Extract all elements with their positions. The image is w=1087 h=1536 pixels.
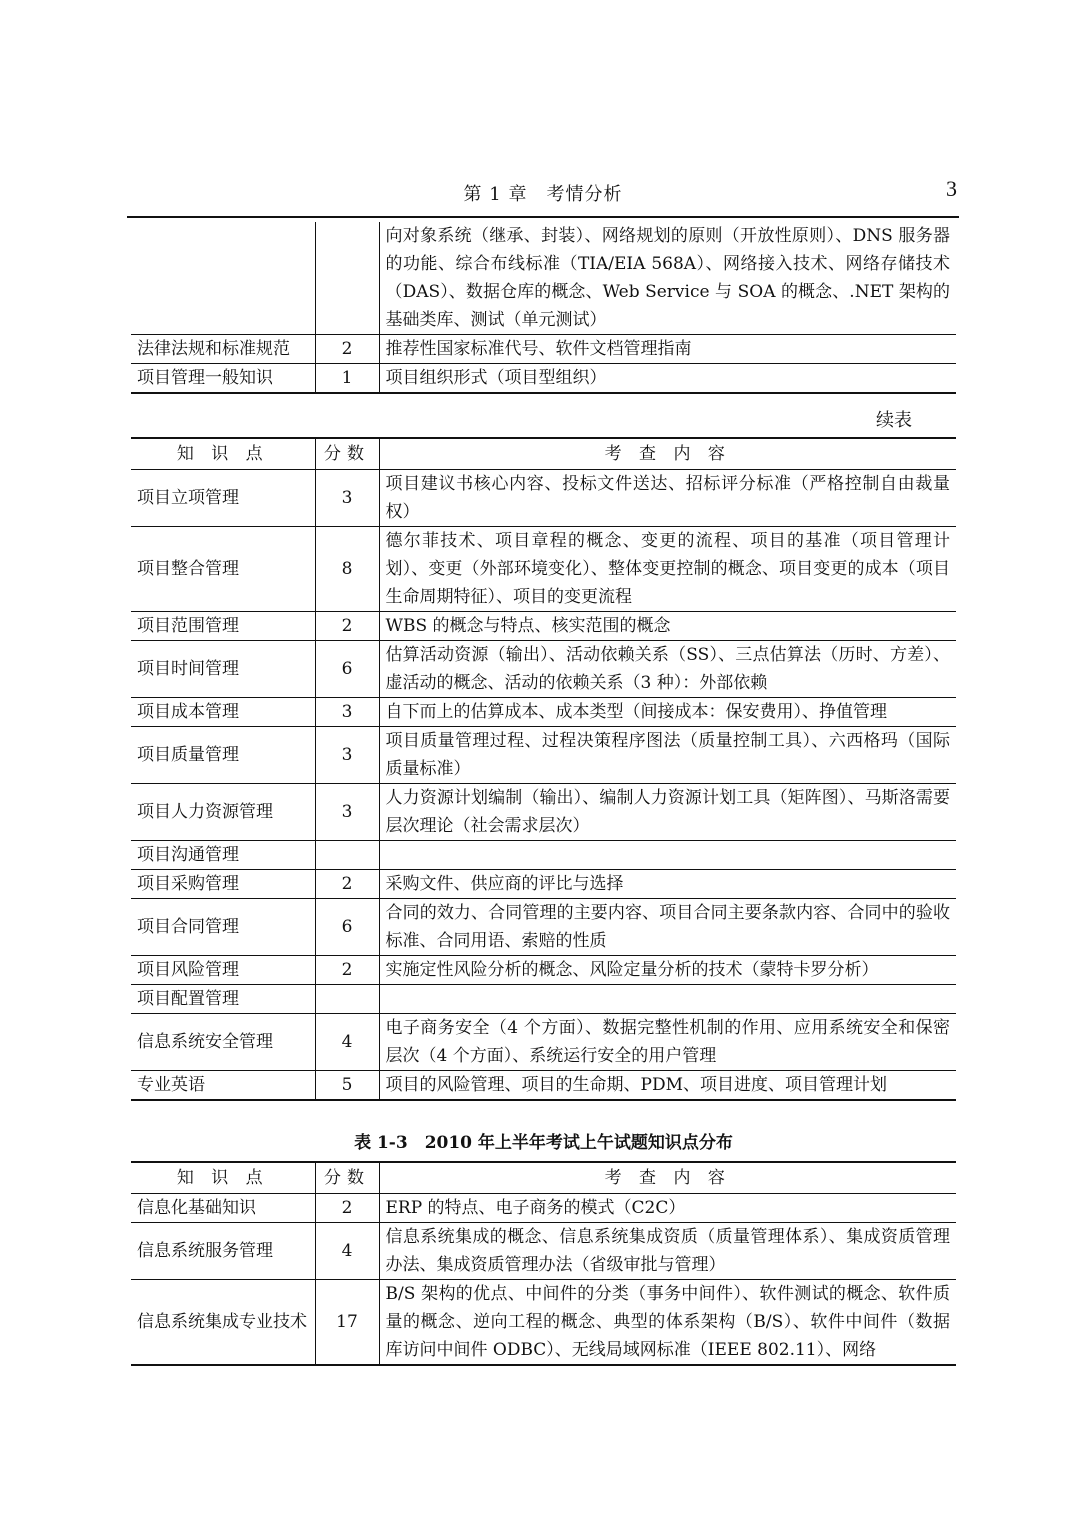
table-row bbox=[131, 612, 956, 641]
content-cell: 项目质量管理过程、过程决策程序图法（质量控制工具）、六西格玛（国际质量标准） bbox=[379, 727, 956, 784]
content-cell bbox=[379, 841, 956, 870]
content-cell: 合同的效力、合同管理的主要内容、项目合同主要条款内容、合同中的验收标准、合同用语、索赔的性质 bbox=[379, 899, 956, 956]
table-row bbox=[131, 1194, 956, 1223]
header-topic: 知 识 点 bbox=[131, 1162, 315, 1194]
content-cell: 推荐性国家标准代号、软件文档管理指南 bbox=[379, 335, 956, 364]
topic-cell: 项目配置管理 bbox=[131, 985, 315, 1014]
topic-cell: 法律法规和标准规范 bbox=[131, 335, 315, 364]
content-cell: 德尔菲技术、项目章程的概念、变更的流程、项目的基准（项目管理计划）、变更（外部环境变化）、整体变更控制的概念、项目变更的成本（项目生命周期特征）、项目的变更流程 bbox=[379, 527, 956, 612]
topic-cell: 项目成本管理 bbox=[131, 698, 315, 727]
continued-label: 续表 bbox=[876, 410, 912, 431]
topic-cell: 项目立项管理 bbox=[131, 470, 315, 527]
score-cell: 2 bbox=[315, 612, 379, 641]
table-row bbox=[131, 470, 956, 527]
score-cell bbox=[315, 222, 379, 335]
table-row bbox=[131, 956, 956, 985]
table-row bbox=[131, 527, 956, 612]
header-content: 考 查 内 容 bbox=[379, 438, 956, 470]
content-cell: 向对象系统（继承、封装）、网络规划的原则（开放性原则）、DNS 服务器的功能、综合布线标准（TIA/EIA 568A）、网络接入技术、网络存储技术（DAS）、数据仓库的概念、Web Service 与 SOA 的概念、.NET 架构的基础类库、测试（单元测试） bbox=[379, 222, 956, 335]
topic-cell: 项目沟通管理 bbox=[131, 841, 315, 870]
content-cell: 信息系统集成的概念、信息系统集成资质（质量管理体系）、集成资质管理办法、集成资质管理办法（省级审批与管理） bbox=[379, 1223, 956, 1280]
topic-cell: 项目采购管理 bbox=[131, 870, 315, 899]
table-row bbox=[131, 727, 956, 784]
table-row bbox=[131, 899, 956, 956]
score-cell: 2 bbox=[315, 1194, 379, 1223]
topic-cell: 信息系统服务管理 bbox=[131, 1223, 315, 1280]
table-row bbox=[131, 1223, 956, 1280]
score-cell: 2 bbox=[315, 335, 379, 364]
topic-cell: 专业英语 bbox=[131, 1071, 315, 1101]
table-row bbox=[131, 784, 956, 841]
table-row bbox=[131, 641, 956, 698]
score-cell: 4 bbox=[315, 1014, 379, 1071]
topic-cell: 项目质量管理 bbox=[131, 727, 315, 784]
content-cell: 估算活动资源（输出）、活动依赖关系（SS）、三点估算法（历时、方差）、虚活动的概念、活动的依赖关系（3 种）：外部依赖 bbox=[379, 641, 956, 698]
score-cell: 1 bbox=[315, 364, 379, 394]
table-row bbox=[131, 698, 956, 727]
table-header-row bbox=[131, 438, 956, 470]
content-cell: 采购文件、供应商的评比与选择 bbox=[379, 870, 956, 899]
topic-cell: 信息化基础知识 bbox=[131, 1194, 315, 1223]
header-rule bbox=[127, 216, 959, 218]
header-topic: 知 识 点 bbox=[131, 438, 315, 470]
page-number: 3 bbox=[946, 176, 957, 201]
score-cell bbox=[315, 985, 379, 1014]
page-header bbox=[127, 176, 959, 218]
score-cell: 2 bbox=[315, 956, 379, 985]
header-score: 分数 bbox=[315, 1162, 379, 1194]
topic-cell: 项目范围管理 bbox=[131, 612, 315, 641]
score-cell: 3 bbox=[315, 470, 379, 527]
content-cell: 人力资源计划编制（输出）、编制人力资源计划工具（矩阵图）、马斯洛需要层次理论（社会需求层次） bbox=[379, 784, 956, 841]
score-cell: 17 bbox=[315, 1280, 379, 1366]
score-cell: 3 bbox=[315, 698, 379, 727]
score-cell: 8 bbox=[315, 527, 379, 612]
topic-cell: 项目合同管理 bbox=[131, 899, 315, 956]
topic-cell: 信息系统安全管理 bbox=[131, 1014, 315, 1071]
content-cell: 项目的风险管理、项目的生命期、PDM、项目进度、项目管理计划 bbox=[379, 1071, 956, 1101]
table-row bbox=[131, 1280, 956, 1366]
score-cell: 5 bbox=[315, 1071, 379, 1101]
content-cell: WBS 的概念与特点、核实范围的概念 bbox=[379, 612, 956, 641]
topic-cell: 项目人力资源管理 bbox=[131, 784, 315, 841]
topic-cell bbox=[131, 222, 315, 335]
table-row bbox=[131, 870, 956, 899]
topic-cell: 项目管理一般知识 bbox=[131, 364, 315, 394]
content-cell: 项目组织形式（项目型组织） bbox=[379, 364, 956, 394]
table-row bbox=[131, 364, 956, 394]
content-cell: 自下而上的估算成本、成本类型（间接成本：保安费用）、挣值管理 bbox=[379, 698, 956, 727]
table-row bbox=[131, 985, 956, 1014]
score-cell: 2 bbox=[315, 870, 379, 899]
topic-cell: 项目时间管理 bbox=[131, 641, 315, 698]
content-cell: 实施定性风险分析的概念、风险定量分析的技术（蒙特卡罗分析） bbox=[379, 956, 956, 985]
content-cell: 电子商务安全（4 个方面）、数据完整性机制的作用、应用系统安全和保密层次（4 个方面）、系统运行安全的用户管理 bbox=[379, 1014, 956, 1071]
continuation-table bbox=[131, 222, 956, 394]
content-cell: ERP 的特点、电子商务的模式（C2C） bbox=[379, 1194, 956, 1223]
knowledge-table-2010 bbox=[131, 1161, 956, 1366]
header-content: 考 查 内 容 bbox=[379, 1162, 956, 1194]
score-cell bbox=[315, 841, 379, 870]
table-caption: 表 1-3 2010 年上半年考试上午试题知识点分布 bbox=[354, 1133, 733, 1153]
topic-cell: 信息系统集成专业技术 bbox=[131, 1280, 315, 1366]
content-cell: B/S 架构的优点、中间件的分类（事务中间件）、软件测试的概念、软件质量的概念、逆向工程的概念、典型的体系架构（B/S）、软件中间件（数据库访问中间件 ODBC）、无线局域网标准（IEEE 802.11）、网络 bbox=[379, 1280, 956, 1366]
score-cell: 6 bbox=[315, 899, 379, 956]
topic-cell: 项目整合管理 bbox=[131, 527, 315, 612]
table-row bbox=[131, 1071, 956, 1101]
knowledge-table bbox=[131, 437, 956, 1101]
table-row bbox=[131, 222, 956, 335]
score-cell: 6 bbox=[315, 641, 379, 698]
topic-cell: 项目风险管理 bbox=[131, 956, 315, 985]
chapter-title: 第 1 章 考情分析 bbox=[463, 184, 623, 205]
table-header-row bbox=[131, 1162, 956, 1194]
table-row bbox=[131, 841, 956, 870]
table-row bbox=[131, 335, 956, 364]
score-cell: 3 bbox=[315, 784, 379, 841]
table-row bbox=[131, 1014, 956, 1071]
score-cell: 3 bbox=[315, 727, 379, 784]
content-cell bbox=[379, 985, 956, 1014]
header-score: 分数 bbox=[315, 438, 379, 470]
score-cell: 4 bbox=[315, 1223, 379, 1280]
content-cell: 项目建议书核心内容、投标文件送达、招标评分标准（严格控制自由裁量权） bbox=[379, 470, 956, 527]
